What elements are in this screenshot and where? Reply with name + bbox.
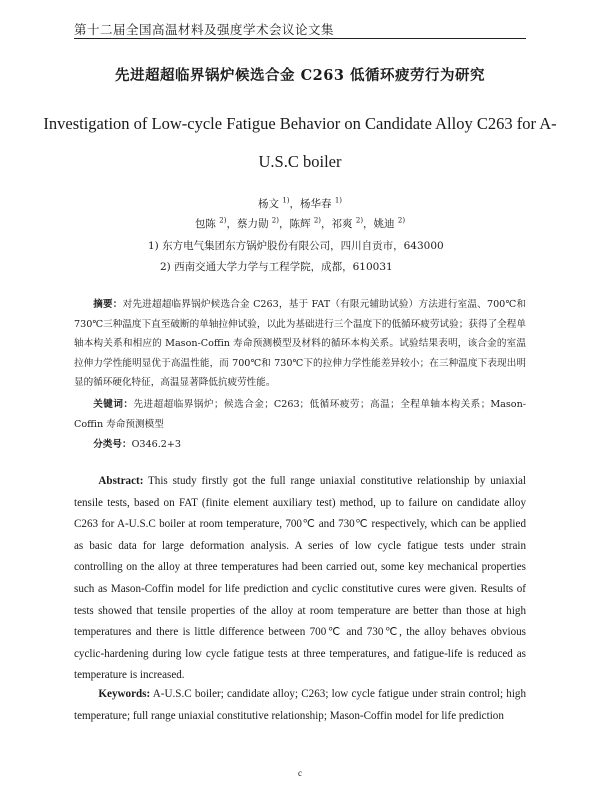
authors-line-1	[0, 196, 600, 211]
affiliation-2: 2) 西南交通大学力学与工程学院，成都，610031	[160, 261, 393, 273]
author-affil-mark: 1)	[282, 196, 290, 205]
author-affil-mark: 2)	[397, 216, 406, 225]
classification-text: O346.2+3	[131, 439, 182, 450]
author-name: ，陈辉	[278, 218, 314, 230]
page-number: c	[298, 768, 302, 778]
author-affil-mark: 2)	[271, 216, 279, 225]
running-head: 第十二届全国高温材料及强度学术会议论文集	[74, 22, 335, 37]
keywords-en-text: A-U.S.C boiler; candidate alloy; C263; low cycle fatigue under strain control; high temperature; full range uniaxial constitutive relationship; Mason-Coffin model for life prediction	[74, 688, 526, 722]
abstract-en-text: This study firstly got the full range uniaxial constitutive relationship by uniaxial tensile tests, based on FAT (finite element auxiliary test) method, up to failure on candidate alloy C263 for A-U.S.C boiler at room temperature, 700℃ and 730℃ respectively, which can be applied as basic data for large deformation analysis. A series of low cycle fatigue tests under strain controlling on the alloy at three temperatures had been carried out, some key mechanical properties such as Mason-Coffin model for life prediction and cyclic constitutive cures were given. Results of tests showed that tensile properties of the alloy at room temperature are better than those at high temperatures and there is little difference between 700℃ and 730℃, the alloy behaves obvious cyclic-hardening during low cycle fatigue tests at three temperatures, and fatigue-life is reduced as temperature is increased.	[74, 475, 526, 682]
keywords-cn-text: 先进超超临界锅炉；候选合金；C263；低循环疲劳；高温；全程单轴本构关系；Mason-Coffin 寿命预测模型	[74, 399, 526, 430]
abstract-cn-text: 对先进超超临界锅炉候选合金 C263，基于 FAT（有限元辅助试验）方法进行室温、700℃和 730℃三种温度下直至破断的单轴拉伸试验，以此为基础进行三个温度下的低循环疲劳试验；获得了全程单轴本构关系和相应的 Mason-Coffin 寿命预测模型及材料的循环本构关系。试验结果表明，该合金的室温拉伸力学性能明显优于高温性能，而 700℃和 730℃下的拉伸力学性能差异较小；在三种温度下表现出明显的循环硬化特征，高温显著降低抗疲劳性能。	[74, 299, 527, 389]
keywords-chinese	[74, 395, 526, 434]
author-affil-mark: 2)	[219, 216, 227, 225]
affiliation-1: 1) 东方电气集团东方锅炉股份有限公司，四川自贡市，643000	[148, 240, 444, 252]
title-english: Investigation of Low-cycle Fatigue Behavior on Candidate Alloy C263 for A-U.S.C boiler	[43, 114, 557, 171]
author-name: ，姚迪	[363, 218, 398, 230]
author-name: ，蔡力勋	[226, 218, 272, 230]
abstract-chinese	[74, 295, 526, 393]
author-affil-mark: 2)	[313, 216, 322, 225]
author-name: 包陈	[194, 218, 220, 230]
author-name: 杨文	[257, 198, 283, 210]
author-name: ，杨华春	[289, 198, 335, 210]
author-name: ，祁爽	[321, 218, 356, 230]
classification-number	[74, 435, 526, 455]
header-rule	[74, 38, 526, 39]
author-affil-mark: 1)	[334, 196, 343, 205]
author-affil-mark: 2)	[355, 216, 364, 225]
abstract-cn-label: 摘要：	[93, 299, 123, 310]
keywords-cn-label: 关键词：	[93, 399, 134, 410]
title-chinese: 先进超超临界锅炉候选合金 C263 低循环疲劳行为研究	[115, 67, 485, 84]
authors-line-2	[0, 216, 600, 231]
keywords-english	[74, 684, 526, 727]
abstract-en-label: Abstract:	[98, 475, 144, 487]
keywords-en-label: Keywords:	[98, 688, 151, 700]
classification-label: 分类号：	[93, 439, 132, 450]
abstract-english	[74, 471, 526, 687]
